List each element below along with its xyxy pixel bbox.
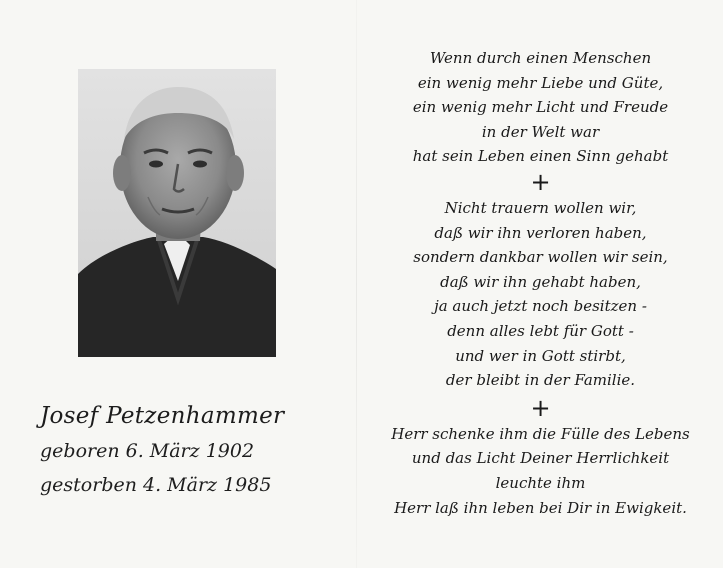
poem-line: der bleibt in der Familie. <box>445 371 636 390</box>
birth-date: geboren 6. März 1902 <box>40 440 255 462</box>
poem-line: daß wir ihn gehabt haben, <box>440 272 641 291</box>
poem-line: ein wenig mehr Licht und Freude <box>412 98 669 117</box>
cross-icon: + <box>530 393 551 422</box>
poem-line: sondern dankbar wollen wir sein, <box>413 248 668 267</box>
poem-line: und das Licht Deiner Herrlichkeit <box>411 449 670 468</box>
poem-line: hat sein Leben einen Sinn gehabt <box>412 147 669 166</box>
poem-line: Herr laß ihn leben bei Dir in Ewigkeit. <box>394 498 687 517</box>
poem-line: daß wir ihn verloren haben, <box>434 223 647 242</box>
poem-line: ja auch jetzt noch besitzen - <box>434 297 647 316</box>
portrait-photo <box>78 69 276 357</box>
poem-line: leuchte ihm <box>495 473 586 492</box>
poem-line: in der Welt war <box>481 122 600 141</box>
poem-line: Herr schenke ihm die Fülle des Lebens <box>391 424 690 443</box>
poem-line: denn alles lebt für Gott - <box>447 321 634 340</box>
poem-line: und wer in Gott stirbt, <box>455 346 626 365</box>
memorial-poem <box>368 46 713 520</box>
death-date: gestorben 4. März 1985 <box>40 474 272 496</box>
card-fold <box>356 0 357 568</box>
portrait-illustration <box>78 69 276 357</box>
deceased-name: Josef Petzenhammer <box>40 403 285 429</box>
poem-line: ein wenig mehr Liebe und Güte, <box>417 73 664 92</box>
cross-icon: + <box>530 167 551 196</box>
poem-line: Wenn durch einen Menschen <box>429 49 652 67</box>
poem-line: Nicht trauern wollen wir, <box>444 198 637 217</box>
